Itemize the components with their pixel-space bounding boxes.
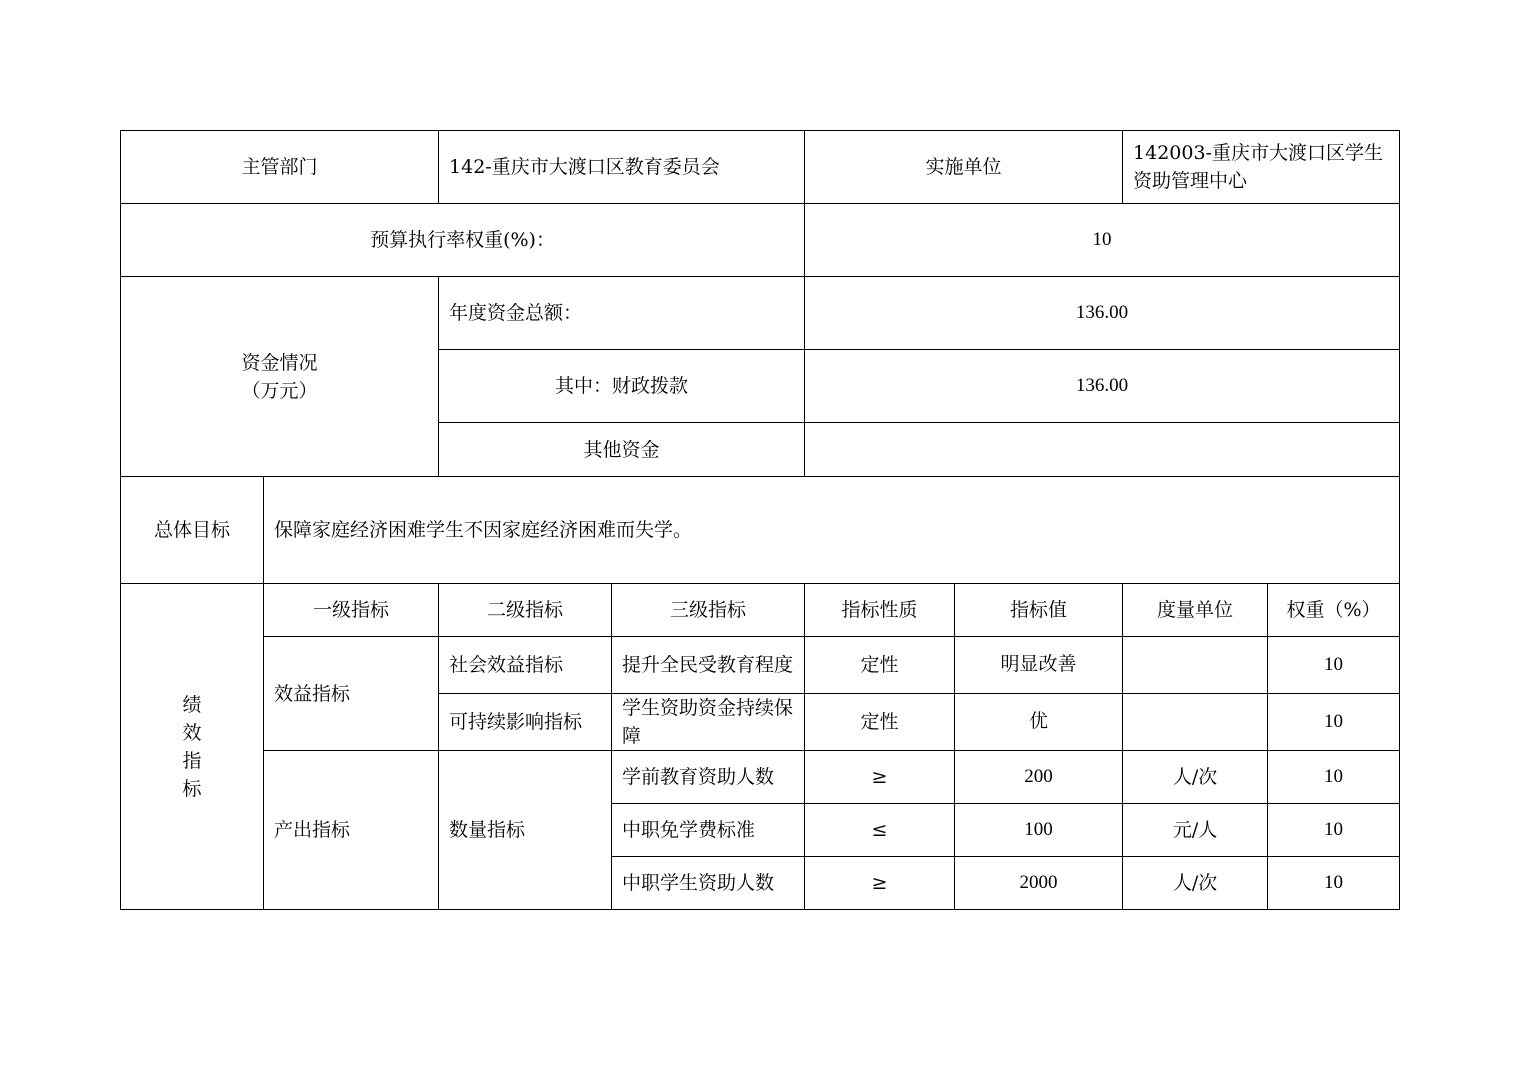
level2-indicator: 可持续影响指标 bbox=[439, 694, 612, 751]
other-funds-label: 其他资金 bbox=[439, 423, 805, 477]
table-row bbox=[121, 751, 1400, 804]
indicator-weight: 10 bbox=[1268, 637, 1400, 694]
indicator-nature: ≤ bbox=[805, 804, 955, 857]
fiscal-funds-label: 其中：财政拨款 bbox=[439, 350, 805, 423]
indicator-header-row bbox=[121, 584, 1400, 637]
indicator-weight: 10 bbox=[1268, 751, 1400, 804]
table-row bbox=[121, 637, 1400, 694]
measure-unit bbox=[1123, 637, 1268, 694]
column-header: 一级指标 bbox=[264, 584, 439, 637]
measure-unit bbox=[1123, 694, 1268, 751]
goal-text: 保障家庭经济困难学生不因家庭经济困难而失学。 bbox=[264, 477, 1400, 584]
column-header: 指标值 bbox=[955, 584, 1123, 637]
column-header: 指标性质 bbox=[805, 584, 955, 637]
header-row bbox=[121, 131, 1400, 204]
performance-target-table bbox=[120, 130, 1400, 910]
level3-indicator: 学前教育资助人数 bbox=[612, 751, 805, 804]
level3-indicator: 中职免学费标准 bbox=[612, 804, 805, 857]
budget-row bbox=[121, 204, 1400, 277]
indicator-weight: 10 bbox=[1268, 694, 1400, 751]
fiscal-funds-value: 136.00 bbox=[805, 350, 1400, 423]
funds-label-line1: 资金情况 bbox=[241, 351, 318, 374]
perf-label-char: 标 bbox=[182, 777, 202, 800]
budget-value: 10 bbox=[805, 204, 1400, 277]
benefit-indicator-label: 效益指标 bbox=[264, 637, 439, 751]
measure-unit: 元/人 bbox=[1123, 804, 1268, 857]
goal-label: 总体目标 bbox=[121, 477, 264, 584]
column-header: 权重（%） bbox=[1268, 584, 1400, 637]
indicator-value: 2000 bbox=[955, 857, 1123, 910]
indicator-weight: 10 bbox=[1268, 857, 1400, 910]
indicator-nature: 定性 bbox=[805, 694, 955, 751]
indicator-value: 明显改善 bbox=[955, 637, 1123, 694]
dept-value: 142-重庆市大渡口区教育委员会 bbox=[439, 131, 805, 204]
measure-unit: 人/次 bbox=[1123, 751, 1268, 804]
indicator-nature: ≥ bbox=[805, 751, 955, 804]
level3-indicator: 学生资助资金持续保障 bbox=[612, 694, 805, 751]
column-header: 三级指标 bbox=[612, 584, 805, 637]
column-header: 度量单位 bbox=[1123, 584, 1268, 637]
perf-label-char: 指 bbox=[182, 749, 202, 772]
total-funds-label: 年度资金总额： bbox=[439, 277, 805, 350]
dept-label: 主管部门 bbox=[121, 131, 439, 204]
budget-label: 预算执行率权重(%)： bbox=[121, 204, 805, 277]
indicator-weight: 10 bbox=[1268, 804, 1400, 857]
quantity-indicator-label: 数量指标 bbox=[439, 751, 612, 910]
measure-unit: 人/次 bbox=[1123, 857, 1268, 910]
performance-indicator-label bbox=[121, 584, 264, 910]
funds-total-row bbox=[121, 277, 1400, 350]
perf-label-char: 绩 bbox=[182, 693, 202, 716]
total-funds-value: 136.00 bbox=[805, 277, 1400, 350]
unit-value: 142003-重庆市大渡口区学生资助管理中心 bbox=[1123, 131, 1400, 204]
perf-label-char: 效 bbox=[182, 721, 202, 744]
column-header: 二级指标 bbox=[439, 584, 612, 637]
indicator-nature: 定性 bbox=[805, 637, 955, 694]
level3-indicator: 提升全民受教育程度 bbox=[612, 637, 805, 694]
other-funds-value bbox=[805, 423, 1400, 477]
level3-indicator: 中职学生资助人数 bbox=[612, 857, 805, 910]
indicator-nature: ≥ bbox=[805, 857, 955, 910]
unit-label: 实施单位 bbox=[805, 131, 1123, 204]
level2-indicator: 社会效益指标 bbox=[439, 637, 612, 694]
funds-label-line2: （万元） bbox=[241, 379, 318, 402]
funds-label bbox=[121, 277, 439, 477]
output-indicator-label: 产出指标 bbox=[264, 751, 439, 910]
goal-row bbox=[121, 477, 1400, 584]
indicator-value: 200 bbox=[955, 751, 1123, 804]
indicator-value: 优 bbox=[955, 694, 1123, 751]
indicator-value: 100 bbox=[955, 804, 1123, 857]
